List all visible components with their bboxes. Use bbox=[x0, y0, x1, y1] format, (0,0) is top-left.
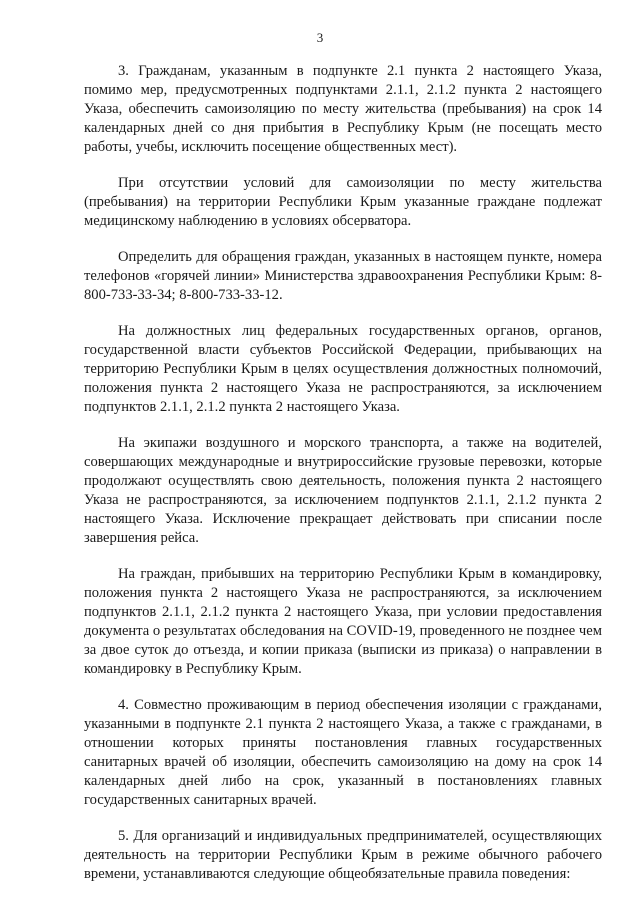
paragraph-observatory: При отсутствии условий для самоизоляции по месту жительства (пребывания) на территории Республики Крым указанные граждане подлежат медицинскому наблюдению в условиях обсерватора. bbox=[84, 175, 602, 229]
paragraph-3-self-isolation: 3. Гражданам, указанным в подпункте 2.1 пункта 2 настоящего Указа, помимо мер, предусмотренных подпунктами 2.1.1, 2.1.2 пункта 2 настоящего Указа, обеспечить самоизоляцию по месту жительства (пребывания) на срок 14 календарных дней со дня прибытия в Республику Крым (не посещать место работы, учебы, исключить посещение общественных мест). bbox=[84, 63, 602, 155]
paragraph-4-cohabitants: 4. Совместно проживающим в период обеспечения изоляции с гражданами, указанными в подпункте 2.1 пункта 2 настоящего Указа, а также с гражданами, в отношении которых приняты постановления главных государственных санитарных врачей об изоляции, обеспечить самоизоляцию на дому на срок 14 календарных дней либо на срок, указанный в постановлениях главных государственных санитарных врачей. bbox=[84, 697, 602, 808]
paragraph-5-organizations: 5. Для организаций и индивидуальных предпринимателей, осуществляющих деятельность на территории Республики Крым в режиме обычного рабочего времени, устанавливаются следующие общеобязательные правила поведения: bbox=[84, 828, 602, 882]
document-body bbox=[84, 62, 602, 901]
paragraph-hotline: Определить для обращения граждан, указанных в настоящем пункте, номера телефонов «горячей линии» Министерства здравоохранения Республики Крым: 8-800-733-33-34; 8-800-733-33-12. bbox=[84, 249, 602, 303]
paragraph-transport-crews: На экипажи воздушного и морского транспорта, а также на водителей, совершающих международные и внутрироссийские грузовые перевозки, которые продолжают осуществлять свою деятельность, положения пункта 2 настоящего Указа не распространяются, за исключением подпунктов 2.1.1, 2.1.2 пункта 2 настоящего Указа. Исключение прекращает действовать при списании после завершения рейса. bbox=[84, 435, 602, 546]
page-number: 3 bbox=[316, 30, 324, 45]
paragraph-business-trip: На граждан, прибывших на территорию Республики Крым в командировку, положения пункта 2 настоящего Указа не распространяются, за исключением подпунктов 2.1.1, 2.1.2 пункта 2 настоящего Указа, при условии предоставления документа о результатах обследования на COVID-19, проведенного не позднее чем за двое суток до отъезда, и копии приказа (выписки из приказа) о направлении в командировку в Республику Крым. bbox=[84, 566, 602, 677]
paragraph-officials-exemption: На должностных лиц федеральных государственных органов, органов, государственной власти субъектов Российской Федерации, прибывающих на территорию Республики Крым в целях осуществления должностных полномочий, положения пункта 2 настоящего Указа не распространяются, за исключением подпунктов 2.1.1, 2.1.2 пункта 2 настоящего Указа. bbox=[84, 323, 602, 415]
